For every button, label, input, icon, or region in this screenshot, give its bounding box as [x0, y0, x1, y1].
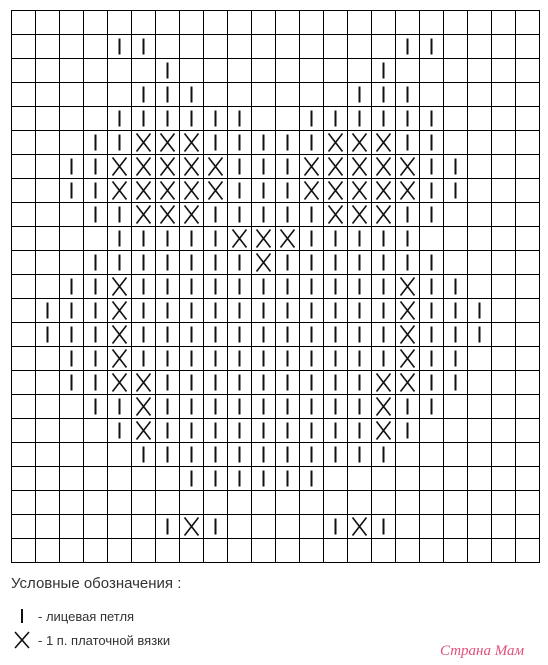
- chart-cell: [36, 227, 60, 251]
- chart-cell: [36, 83, 60, 107]
- chart-cell: [252, 107, 276, 131]
- chart-cell: [36, 251, 60, 275]
- chart-cell: [12, 443, 36, 467]
- chart-cell: [132, 539, 156, 563]
- chart-cell: [36, 539, 60, 563]
- chart-cell: [468, 35, 492, 59]
- chart-cell: [36, 347, 60, 371]
- chart-cell: [252, 11, 276, 35]
- chart-cell: [180, 491, 204, 515]
- chart-cell: [84, 443, 108, 467]
- chart-cell: [468, 131, 492, 155]
- chart-cell: [420, 539, 444, 563]
- chart-cell: [228, 515, 252, 539]
- chart-cell: [372, 35, 396, 59]
- chart-cell: [84, 419, 108, 443]
- chart-cell: [60, 131, 84, 155]
- chart-cell: [516, 467, 540, 491]
- chart-cell: [204, 35, 228, 59]
- chart-cell: [348, 59, 372, 83]
- chart-cell: [492, 419, 516, 443]
- chart-cell: [12, 107, 36, 131]
- chart-cell: [444, 395, 468, 419]
- twisted-stitch-icon: [12, 630, 32, 650]
- chart-cell: [108, 443, 132, 467]
- chart-cell: [516, 11, 540, 35]
- chart-cell: [180, 11, 204, 35]
- chart-cell: [228, 83, 252, 107]
- chart-cell: [396, 491, 420, 515]
- chart-cell: [108, 59, 132, 83]
- chart-cell: [156, 467, 180, 491]
- chart-cell: [468, 539, 492, 563]
- chart-cell: [420, 227, 444, 251]
- chart-cell: [372, 11, 396, 35]
- chart-cell: [84, 35, 108, 59]
- legend-item-knit: [12, 606, 134, 626]
- chart-cell: [492, 35, 516, 59]
- chart-cell: [132, 515, 156, 539]
- chart-cell: [468, 107, 492, 131]
- chart-cell: [12, 371, 36, 395]
- chart-cell: [348, 35, 372, 59]
- chart-cell: [12, 179, 36, 203]
- chart-cell: [300, 59, 324, 83]
- chart-cell: [444, 35, 468, 59]
- chart-cell: [108, 539, 132, 563]
- chart-cell: [372, 491, 396, 515]
- chart-cell: [468, 395, 492, 419]
- chart-cell: [12, 11, 36, 35]
- chart-cell: [132, 59, 156, 83]
- chart-cell: [492, 179, 516, 203]
- chart-cell: [396, 59, 420, 83]
- chart-cell: [36, 515, 60, 539]
- chart-cell: [12, 515, 36, 539]
- chart-cell: [468, 11, 492, 35]
- chart-cell: [444, 443, 468, 467]
- chart-cell: [348, 539, 372, 563]
- chart-cell: [516, 347, 540, 371]
- chart-cell: [60, 419, 84, 443]
- chart-cell: [468, 347, 492, 371]
- chart-cell: [252, 59, 276, 83]
- chart-cell: [276, 539, 300, 563]
- chart-cell: [468, 59, 492, 83]
- chart-cell: [324, 35, 348, 59]
- chart-cell: [252, 491, 276, 515]
- chart-cell: [492, 491, 516, 515]
- chart-cell: [180, 35, 204, 59]
- chart-cell: [36, 419, 60, 443]
- chart-cell: [276, 59, 300, 83]
- chart-cell: [132, 467, 156, 491]
- chart-cell: [468, 155, 492, 179]
- chart-cell: [420, 443, 444, 467]
- chart-cell: [348, 491, 372, 515]
- chart-cell: [228, 11, 252, 35]
- chart-cell: [36, 179, 60, 203]
- chart-cell: [36, 131, 60, 155]
- chart-cell: [444, 203, 468, 227]
- chart-cell: [60, 467, 84, 491]
- chart-cell: [12, 203, 36, 227]
- chart-cell: [60, 395, 84, 419]
- chart-cell: [60, 539, 84, 563]
- chart-cell: [228, 491, 252, 515]
- chart-cell: [132, 491, 156, 515]
- chart-cell: [156, 539, 180, 563]
- chart-cell: [468, 371, 492, 395]
- chart-cell: [516, 131, 540, 155]
- chart-cell: [516, 35, 540, 59]
- chart-cell: [60, 203, 84, 227]
- chart-cell: [36, 467, 60, 491]
- chart-cell: [492, 371, 516, 395]
- chart-cell: [516, 539, 540, 563]
- chart-cell: [12, 35, 36, 59]
- chart-cell: [60, 515, 84, 539]
- chart-cell: [516, 227, 540, 251]
- chart-cell: [204, 83, 228, 107]
- chart-cell: [60, 59, 84, 83]
- chart-cell: [468, 83, 492, 107]
- chart-cell: [204, 539, 228, 563]
- chart-cell: [444, 539, 468, 563]
- chart-cell: [180, 59, 204, 83]
- chart-cell: [60, 443, 84, 467]
- chart-cell: [36, 35, 60, 59]
- chart-cell: [204, 11, 228, 35]
- chart-cell: [492, 59, 516, 83]
- legend-text-knit: - лицевая петля: [38, 608, 135, 624]
- chart-cell: [492, 539, 516, 563]
- chart-cell: [516, 59, 540, 83]
- chart-cell: [516, 179, 540, 203]
- chart-cell: [492, 107, 516, 131]
- chart-cell: [516, 251, 540, 275]
- chart-cell: [516, 299, 540, 323]
- chart-cell: [492, 131, 516, 155]
- chart-cell: [420, 467, 444, 491]
- chart-cell: [84, 83, 108, 107]
- chart-cell: [516, 203, 540, 227]
- chart-cell: [492, 299, 516, 323]
- chart-cell: [36, 491, 60, 515]
- chart-cell: [12, 131, 36, 155]
- chart-cell: [12, 155, 36, 179]
- chart-cell: [300, 515, 324, 539]
- chart-cell: [492, 515, 516, 539]
- chart-cell: [348, 467, 372, 491]
- chart-cell: [84, 59, 108, 83]
- chart-cell: [108, 491, 132, 515]
- chart-cell: [468, 419, 492, 443]
- chart-cell: [492, 467, 516, 491]
- chart-cell: [12, 419, 36, 443]
- chart-cell: [324, 491, 348, 515]
- chart-cell: [60, 227, 84, 251]
- chart-cell: [108, 83, 132, 107]
- chart-cell: [60, 251, 84, 275]
- chart-cell: [60, 83, 84, 107]
- chart-cell: [108, 515, 132, 539]
- chart-cell: [492, 395, 516, 419]
- chart-cell: [300, 539, 324, 563]
- chart-cell: [36, 395, 60, 419]
- chart-cell: [492, 443, 516, 467]
- chart-cell: [324, 467, 348, 491]
- chart-cell: [468, 251, 492, 275]
- chart-cell: [12, 491, 36, 515]
- chart-cell: [204, 59, 228, 83]
- chart-cell: [516, 371, 540, 395]
- legend-text-twisted: - 1 п. платочной вязки: [38, 632, 171, 648]
- chart-cell: [12, 299, 36, 323]
- chart-cell: [36, 443, 60, 467]
- chart-cell: [444, 131, 468, 155]
- chart-cell: [276, 11, 300, 35]
- chart-cell: [12, 539, 36, 563]
- chart-cell: [492, 323, 516, 347]
- chart-cell: [420, 59, 444, 83]
- chart-cell: [444, 515, 468, 539]
- chart-cell: [180, 539, 204, 563]
- chart-cell: [516, 395, 540, 419]
- chart-cell: [516, 443, 540, 467]
- chart-cell: [468, 275, 492, 299]
- chart-cell: [324, 539, 348, 563]
- chart-cell: [36, 11, 60, 35]
- chart-cell: [492, 275, 516, 299]
- chart-cell: [12, 227, 36, 251]
- chart-cell: [60, 107, 84, 131]
- chart-cell: [444, 107, 468, 131]
- chart-cell: [516, 155, 540, 179]
- chart-cell: [84, 467, 108, 491]
- chart-cell: [324, 59, 348, 83]
- chart-cell: [108, 11, 132, 35]
- knit-stitch-icon: [12, 606, 32, 626]
- chart-cell: [228, 59, 252, 83]
- chart-cell: [12, 395, 36, 419]
- chart-cell: [492, 83, 516, 107]
- chart-cell: [84, 11, 108, 35]
- chart-cell: [396, 539, 420, 563]
- chart-cell: [444, 227, 468, 251]
- chart-cell: [396, 515, 420, 539]
- chart-cell: [36, 59, 60, 83]
- chart-cell: [12, 275, 36, 299]
- chart-cell: [84, 539, 108, 563]
- chart-cell: [468, 203, 492, 227]
- chart-cell: [36, 275, 60, 299]
- chart-cell: [228, 35, 252, 59]
- chart-cell: [516, 107, 540, 131]
- chart-cell: [444, 11, 468, 35]
- chart-cell: [12, 83, 36, 107]
- chart-cell: [252, 515, 276, 539]
- chart-cell: [12, 251, 36, 275]
- chart-cell: [300, 35, 324, 59]
- chart-cell: [348, 11, 372, 35]
- chart-cell: [12, 323, 36, 347]
- chart-cell: [84, 227, 108, 251]
- chart-cell: [492, 227, 516, 251]
- chart-cell: [276, 35, 300, 59]
- chart-cell: [108, 467, 132, 491]
- chart-cell: [252, 35, 276, 59]
- chart-cell: [204, 491, 228, 515]
- chart-cell: [468, 467, 492, 491]
- watermark-logo: Страна Мам: [440, 643, 525, 659]
- chart-cell: [228, 539, 252, 563]
- chart-cell: [492, 155, 516, 179]
- legend-title: Условные обозначения :: [11, 575, 182, 592]
- chart-cell: [84, 515, 108, 539]
- chart-cell: [36, 371, 60, 395]
- chart-cell: [276, 515, 300, 539]
- chart-cell: [324, 83, 348, 107]
- chart-cell: [516, 419, 540, 443]
- legend-item-twisted: [12, 630, 170, 650]
- chart-cell: [468, 179, 492, 203]
- chart-cell: [492, 347, 516, 371]
- chart-cell: [12, 347, 36, 371]
- chart-cell: [300, 491, 324, 515]
- chart-cell: [156, 11, 180, 35]
- chart-cell: [252, 539, 276, 563]
- chart-cell: [468, 227, 492, 251]
- chart-cell: [276, 83, 300, 107]
- chart-cell: [444, 251, 468, 275]
- chart-cell: [420, 419, 444, 443]
- chart-cell: [36, 107, 60, 131]
- chart-cell: [468, 515, 492, 539]
- chart-cell: [12, 59, 36, 83]
- chart-cell: [132, 11, 156, 35]
- chart-cell: [444, 59, 468, 83]
- chart-cell: [492, 251, 516, 275]
- chart-cell: [60, 491, 84, 515]
- chart-cell: [276, 107, 300, 131]
- chart-cell: [396, 443, 420, 467]
- chart-cell: [84, 107, 108, 131]
- chart-cell: [60, 35, 84, 59]
- chart-cell: [60, 11, 84, 35]
- chart-cell: [276, 491, 300, 515]
- chart-cell: [36, 203, 60, 227]
- chart-cell: [516, 83, 540, 107]
- chart-cell: [420, 11, 444, 35]
- chart-cell: [468, 443, 492, 467]
- chart-cell: [420, 83, 444, 107]
- chart-cell: [36, 155, 60, 179]
- chart-cell: [324, 11, 348, 35]
- chart-cell: [84, 491, 108, 515]
- chart-cell: [444, 467, 468, 491]
- chart-cell: [468, 491, 492, 515]
- chart-cell: [516, 275, 540, 299]
- chart-cell: [12, 467, 36, 491]
- chart-cell: [420, 515, 444, 539]
- chart-cell: [420, 491, 444, 515]
- chart-cell: [492, 203, 516, 227]
- chart-cell: [396, 467, 420, 491]
- chart-cell: [516, 491, 540, 515]
- chart-cell: [444, 83, 468, 107]
- chart-cell: [372, 467, 396, 491]
- chart-cell: [300, 11, 324, 35]
- chart-cell: [300, 83, 324, 107]
- chart-cell: [372, 539, 396, 563]
- chart-cell: [444, 419, 468, 443]
- chart-cell: [156, 491, 180, 515]
- chart-cell: [492, 11, 516, 35]
- chart-cell: [396, 11, 420, 35]
- chart-cell: [252, 83, 276, 107]
- chart-cell: [156, 35, 180, 59]
- chart-cell: [444, 491, 468, 515]
- chart-cell: [516, 323, 540, 347]
- chart-cell: [516, 515, 540, 539]
